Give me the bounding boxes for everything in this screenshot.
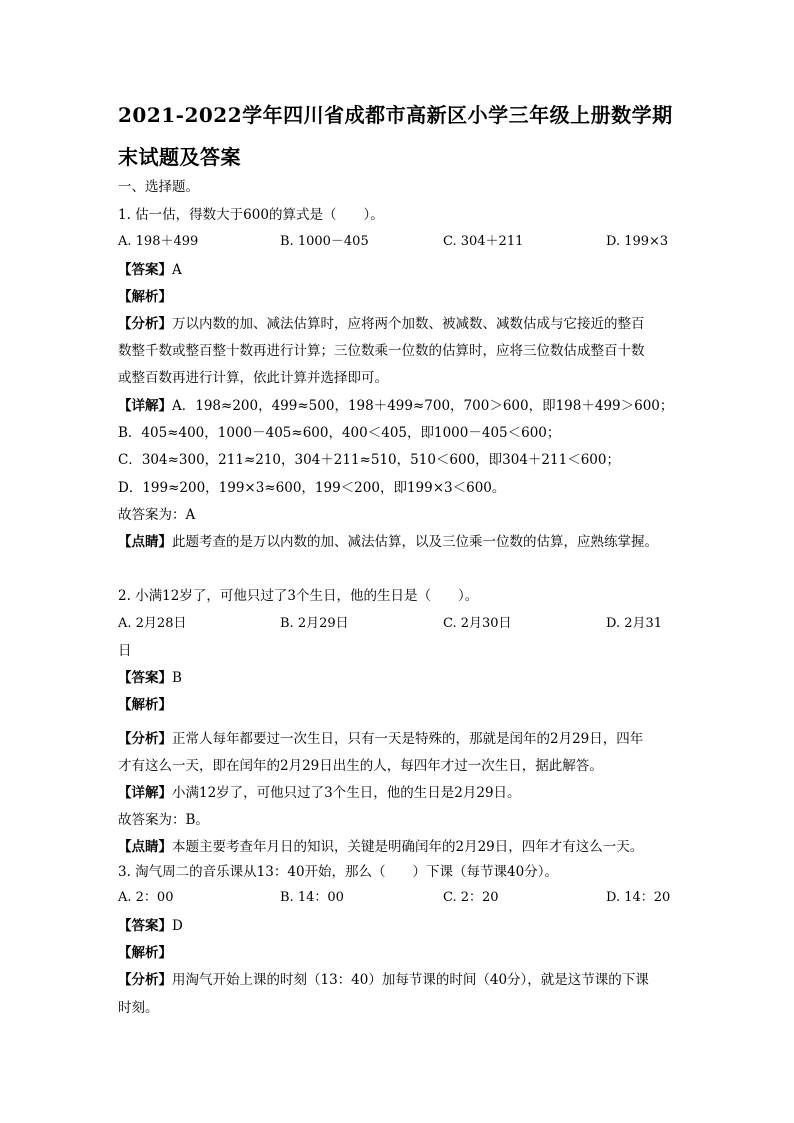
text-line <box>118 838 643 856</box>
line-text: B <box>172 670 182 686</box>
line-text: 万以内数的加、减法估算时，应将两个加数、被减数、减数估成与它接近的整百 <box>172 316 645 332</box>
line-text: 故答案为：B。 <box>118 812 209 828</box>
line-text: A．198≈200，499≈500，198＋499≈700，700＞600，即198＋499＞600； <box>172 398 674 414</box>
line-text: 数整千数或整百整十数再进行计算；三位数乘一位数的估算时，应将三位数估成整百十数 <box>118 343 645 359</box>
text-line <box>118 757 603 775</box>
text-line <box>118 506 195 524</box>
text-line <box>118 315 645 333</box>
line-text: 时刻。 <box>118 1000 159 1016</box>
section-tag: 【分析】 <box>118 731 172 747</box>
text-line <box>118 369 388 387</box>
answer-option: D. 199×3 <box>606 234 669 249</box>
line-text: 才有这么一天，即在闰年的2月29日出生的人，每四年才过一次生日，据此解答。 <box>118 758 603 774</box>
line-text: 本题主要考查年月日的知识，关键是明确闰年的2月29日，四年才有这么一天。 <box>172 839 644 855</box>
section-tag: 【答案】 <box>118 670 172 686</box>
section-tag: 【点睛】 <box>118 534 172 550</box>
text-line <box>118 642 132 660</box>
line-text: D <box>172 918 183 934</box>
answer-option: C. 304＋211 <box>443 234 524 249</box>
text-line <box>118 784 521 802</box>
line-text: 故答案为：A <box>118 507 196 523</box>
text-line <box>118 730 643 748</box>
text-line <box>118 342 645 360</box>
line-text: C．304≈300，211≈210，304＋211≈510，510＜600，即304＋211＜600； <box>118 452 620 468</box>
line-text: 此题考查的是万以内数的加、减法估算，以及三位乘一位数的估算，应熟练掌握。 <box>172 534 658 550</box>
answer-option: A. 198＋499 <box>118 234 199 249</box>
text-line <box>118 811 209 829</box>
line-text: 1. 估一估，得数大于600的算式是（ ）。 <box>118 207 384 223</box>
text-line <box>118 669 182 687</box>
answer-option: B. 1000－405 <box>280 234 369 249</box>
text-line <box>118 206 384 224</box>
text-line <box>118 288 172 306</box>
line-text: 2. 小满12岁了，可他只过了3个生日，他的生日是（ ）。 <box>118 588 479 604</box>
answer-option: A. 2月28日 <box>118 616 187 631</box>
text-line <box>118 479 505 497</box>
section-tag: 【解析】 <box>118 697 172 713</box>
line-text: 3. 淘气周二的音乐课从13：40开始，那么（ ）下课（每节课40分）。 <box>118 864 558 880</box>
answer-option: D. 14：20 <box>606 890 671 905</box>
answer-option: C. 2月30日 <box>443 616 512 631</box>
section-tag: 【分析】 <box>118 972 172 988</box>
text-line <box>118 397 673 415</box>
text-line <box>118 261 182 279</box>
document-title-line-2: 末试题及答案 <box>118 145 241 169</box>
section-tag: 【解析】 <box>118 945 172 961</box>
line-text: 用淘气开始上课的时刻（13：40）加每节课的时间（40分），就是这节课的下课 <box>172 972 649 988</box>
line-text: A <box>172 262 182 278</box>
text-line <box>118 451 620 469</box>
section-tag: 【解析】 <box>118 289 172 305</box>
line-text: B．405≈400，1000－405≈600，400＜405，即1000－405＜600； <box>118 425 561 441</box>
line-text: 一、选择题。 <box>118 179 199 195</box>
line-text: 或整百数再进行计算，依此计算并选择即可。 <box>118 370 388 386</box>
text-line <box>118 971 649 989</box>
text-line <box>118 999 159 1017</box>
text-line <box>118 696 172 714</box>
line-text: 正常人每年都要过一次生日，只有一天是特殊的，那就是闰年的2月29日，四年 <box>172 731 644 747</box>
line-text: 小满12岁了，可他只过了3个生日，他的生日是2月29日。 <box>172 785 521 801</box>
section-tag: 【点睛】 <box>118 839 172 855</box>
section-tag: 【详解】 <box>118 398 172 414</box>
text-line <box>118 424 560 442</box>
text-line <box>118 917 183 935</box>
section-tag: 【分析】 <box>118 316 172 332</box>
answer-option: B. 2月29日 <box>280 616 349 631</box>
section-tag: 【答案】 <box>118 918 172 934</box>
text-line <box>118 944 172 962</box>
section-tag: 【详解】 <box>118 785 172 801</box>
line-text: 日 <box>118 643 132 659</box>
line-text: D．199≈200，199×3≈600，199＜200，即199×3＜600。 <box>118 480 506 496</box>
text-line <box>118 533 658 551</box>
text-line <box>118 178 199 196</box>
answer-option: A. 2：00 <box>118 890 174 905</box>
answer-option: B. 14：00 <box>280 890 344 905</box>
text-line <box>118 587 478 605</box>
text-line <box>118 863 558 881</box>
document-title-line-1: 2021-2022学年四川省成都市高新区小学三年级上册数学期 <box>118 103 673 127</box>
answer-option: C. 2：20 <box>443 890 499 905</box>
section-tag: 【答案】 <box>118 262 172 278</box>
answer-option: D. 2月31 <box>606 616 663 631</box>
